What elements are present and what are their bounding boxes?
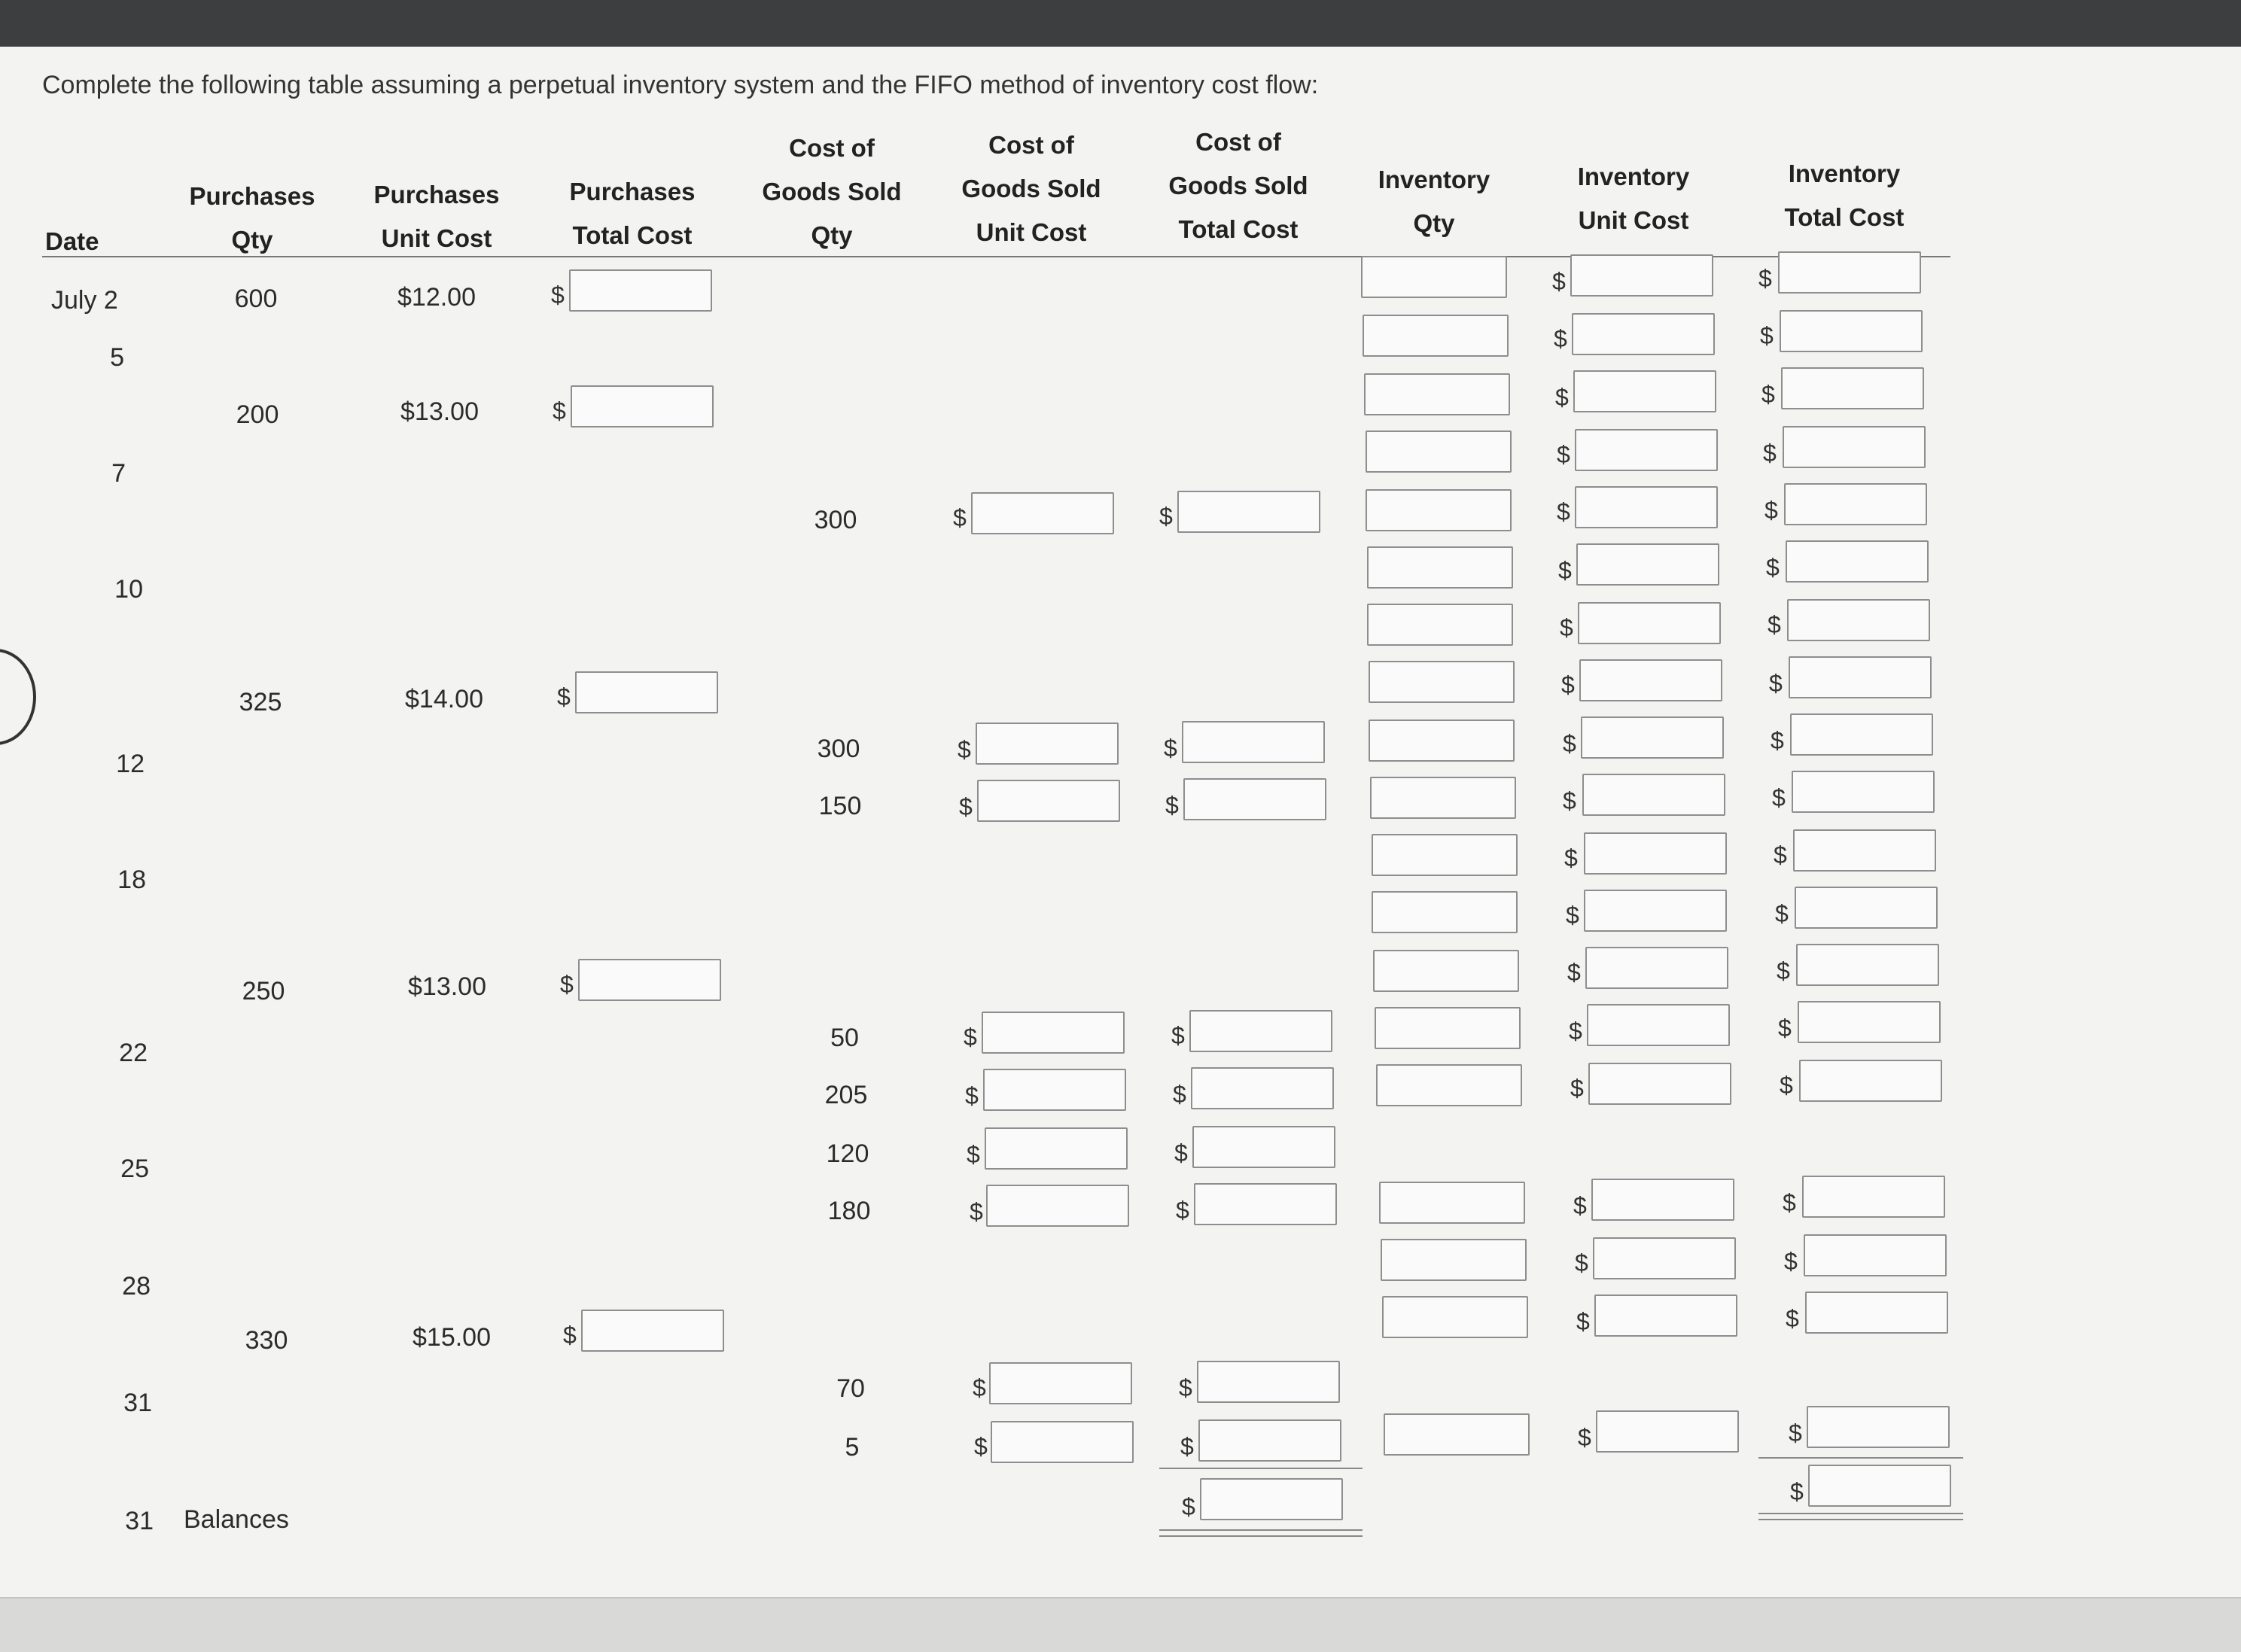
dollar-sign: $ — [563, 1322, 577, 1349]
cogs-total-cost-input[interactable] — [1192, 1126, 1335, 1168]
dollar-sign: $ — [1768, 611, 1781, 638]
purchase-unit-cost: $14.00 — [405, 685, 483, 713]
inventory-total-cost-input[interactable] — [1799, 1060, 1942, 1102]
bottom-strip — [0, 1597, 2241, 1652]
dollar-sign: $ — [1761, 381, 1775, 408]
date-label: July 2 — [51, 286, 118, 315]
dollar-sign: $ — [1558, 557, 1572, 584]
dollar-sign: $ — [1164, 735, 1177, 762]
dollar-sign: $ — [1174, 1139, 1188, 1167]
inventory-balance-total-input[interactable] — [1808, 1465, 1951, 1507]
inventory-total-cost-input[interactable] — [1807, 1406, 1950, 1448]
inventory-total-cost-input[interactable] — [1795, 887, 1938, 929]
header-inventory-qty: Inventory Qty — [1378, 166, 1490, 237]
inventory-total-cost-input[interactable] — [1804, 1234, 1947, 1276]
inventory-total-cost-input[interactable] — [1784, 483, 1927, 525]
inventory-qty-input[interactable] — [1361, 256, 1507, 298]
header-cogs-qty: Cost of Goods Sold Qty — [762, 134, 902, 249]
inventory-unit-cost-input[interactable] — [1570, 254, 1713, 297]
purchase-qty: 200 — [236, 400, 279, 429]
inventory-unit-cost-input[interactable] — [1591, 1179, 1734, 1221]
dollar-sign: $ — [1567, 959, 1581, 986]
purchase-total-cost-input[interactable] — [581, 1310, 724, 1352]
inventory-qty-input[interactable] — [1366, 430, 1512, 473]
inventory-unit-cost-input[interactable] — [1575, 429, 1718, 471]
dollar-sign: $ — [1772, 784, 1786, 811]
dollar-sign: $ — [1790, 1478, 1804, 1505]
dollar-sign: $ — [1783, 1189, 1796, 1216]
cogs-total-cost-input[interactable] — [1189, 1010, 1332, 1052]
purchase-total-cost-input[interactable] — [575, 671, 718, 713]
inventory-total-cost-input[interactable] — [1798, 1001, 1941, 1043]
dollar-sign: $ — [1179, 1374, 1192, 1401]
dollar-sign: $ — [1764, 497, 1778, 524]
inventory-qty-input[interactable] — [1369, 661, 1515, 703]
dollar-sign: $ — [1763, 440, 1777, 467]
dollar-sign: $ — [551, 281, 565, 309]
dollar-sign: $ — [1180, 1433, 1194, 1460]
inventory-unit-cost-input[interactable] — [1584, 832, 1727, 875]
dollar-sign: $ — [967, 1141, 980, 1168]
cogs-unit-cost-input[interactable] — [991, 1421, 1134, 1463]
inventory-total-cost-input[interactable] — [1792, 771, 1935, 813]
balances-label: Balances — [184, 1505, 289, 1534]
inventory-total-cost-input[interactable] — [1789, 656, 1932, 698]
cogs-unit-cost-input[interactable] — [971, 492, 1114, 534]
inventory-unit-cost-input[interactable] — [1576, 543, 1719, 586]
cogs-unit-cost-input[interactable] — [982, 1012, 1125, 1054]
inventory-qty-input[interactable] — [1384, 1413, 1530, 1456]
cogs-unit-cost-input[interactable] — [986, 1185, 1129, 1227]
cogs-qty: 120 — [826, 1139, 869, 1168]
inventory-unit-cost-input[interactable] — [1596, 1410, 1739, 1453]
dollar-sign: $ — [553, 397, 566, 424]
dollar-sign: $ — [1566, 902, 1579, 929]
dollar-sign: $ — [958, 736, 971, 763]
cogs-double-rule — [1159, 1529, 1363, 1531]
inventory-qty-input[interactable] — [1367, 604, 1513, 646]
header-purchases-unit-cost: Purchases Unit Cost — [373, 181, 500, 252]
inventory-total-cost-input[interactable] — [1783, 426, 1926, 468]
cogs-unit-cost-input[interactable] — [983, 1069, 1126, 1111]
cogs-subtotal-rule — [1159, 1468, 1363, 1469]
dollar-sign: $ — [1552, 268, 1566, 295]
purchase-unit-cost: $15.00 — [413, 1323, 491, 1352]
inventory-total-cost-input[interactable] — [1802, 1176, 1945, 1218]
header-cogs-total-cost: Cost of Goods Sold Total Cost — [1168, 128, 1308, 243]
inventory-unit-cost-input[interactable] — [1578, 602, 1721, 644]
cogs-qty: 205 — [824, 1081, 868, 1109]
inventory-unit-cost-input[interactable] — [1575, 486, 1718, 528]
inventory-unit-cost-input[interactable] — [1584, 890, 1727, 932]
dollar-sign: $ — [1176, 1197, 1189, 1224]
dollar-sign: $ — [1777, 957, 1790, 984]
inventory-qty-input[interactable] — [1363, 315, 1509, 357]
header-cogs-unit-cost: Cost of Goods Sold Unit Cost — [961, 131, 1101, 246]
cogs-qty: 300 — [814, 506, 857, 534]
inventory-qty-input[interactable] — [1366, 489, 1512, 531]
cogs-total-cost-input[interactable] — [1182, 721, 1325, 763]
dollar-sign: $ — [1159, 503, 1173, 530]
dollar-sign: $ — [953, 504, 967, 531]
dollar-sign: $ — [965, 1082, 979, 1109]
inventory-qty-input[interactable] — [1372, 834, 1518, 876]
dollar-sign: $ — [557, 683, 571, 710]
date-label: 31 — [123, 1389, 152, 1417]
dollar-sign: $ — [1575, 1249, 1588, 1276]
header-purchases-qty: Purchases Qty — [189, 182, 315, 254]
dollar-sign: $ — [959, 793, 973, 820]
inventory-unit-cost-input[interactable] — [1582, 774, 1725, 816]
inventory-unit-cost-input[interactable] — [1588, 1063, 1731, 1105]
cogs-unit-cost-input[interactable] — [985, 1127, 1128, 1170]
dollar-sign: $ — [1784, 1248, 1798, 1275]
dollar-sign: $ — [970, 1198, 983, 1225]
dollar-sign: $ — [1573, 1192, 1587, 1219]
inventory-total-cost-input[interactable] — [1786, 540, 1929, 583]
dollar-sign: $ — [973, 1374, 986, 1401]
dollar-sign: $ — [1555, 384, 1569, 411]
date-label: 10 — [114, 575, 143, 604]
header-inventory-total-cost: Inventory Total Cost — [1784, 160, 1905, 231]
dollar-sign: $ — [1560, 614, 1573, 641]
dollar-sign: $ — [1760, 322, 1774, 349]
purchase-total-cost-input[interactable] — [578, 959, 721, 1001]
dollar-sign: $ — [1182, 1493, 1195, 1520]
cogs-qty: 150 — [818, 792, 862, 820]
cogs-qty: 5 — [845, 1433, 860, 1462]
cogs-total-cost-input[interactable] — [1197, 1361, 1340, 1403]
dollar-sign: $ — [1570, 1075, 1584, 1102]
purchase-unit-cost: $13.00 — [408, 972, 486, 1001]
dollar-sign: $ — [1564, 844, 1578, 872]
inventory-unit-cost-input[interactable] — [1572, 313, 1715, 355]
date-label: 25 — [120, 1155, 149, 1183]
inventory-unit-cost-input[interactable] — [1579, 659, 1722, 701]
date-label: 7 — [111, 459, 126, 488]
inventory-unit-cost-input[interactable] — [1585, 947, 1728, 989]
dollar-sign: $ — [1786, 1305, 1799, 1332]
purchase-qty: 250 — [242, 977, 285, 1005]
cogs-balance-total-input[interactable] — [1200, 1478, 1343, 1520]
purchase-unit-cost: $13.00 — [400, 397, 479, 426]
inventory-qty-input[interactable] — [1367, 546, 1513, 589]
dollar-sign: $ — [1561, 671, 1575, 698]
inventory-qty-input[interactable] — [1379, 1182, 1525, 1224]
cogs-qty: 70 — [836, 1374, 865, 1403]
cogs-unit-cost-input[interactable] — [977, 780, 1120, 822]
cogs-qty: 300 — [817, 735, 860, 763]
inventory-qty-input[interactable] — [1376, 1064, 1522, 1106]
header-purchases-total-cost: Purchases Total Cost — [569, 178, 696, 249]
inventory-double-rule — [1758, 1519, 1963, 1520]
dollar-sign: $ — [1774, 841, 1787, 869]
inventory-qty-input[interactable] — [1372, 891, 1518, 933]
inventory-double-rule — [1758, 1513, 1963, 1514]
cogs-total-cost-input[interactable] — [1191, 1067, 1334, 1109]
cogs-unit-cost-input[interactable] — [989, 1362, 1132, 1404]
inventory-total-cost-input[interactable] — [1787, 599, 1930, 641]
inventory-unit-cost-input[interactable] — [1594, 1295, 1737, 1337]
cogs-qty: 180 — [827, 1197, 871, 1225]
dollar-sign: $ — [974, 1433, 988, 1460]
dollar-sign: $ — [1771, 727, 1784, 754]
inventory-qty-input[interactable] — [1369, 720, 1515, 762]
dollar-sign: $ — [1557, 498, 1570, 525]
purchase-qty: 330 — [245, 1326, 288, 1355]
inventory-unit-cost-input[interactable] — [1573, 370, 1716, 412]
inventory-unit-cost-input[interactable] — [1587, 1004, 1730, 1046]
instruction-text: Complete the following table assuming a perpetual inventory system and the FIFO method of inventory cost flow: — [42, 71, 1319, 99]
dollar-sign: $ — [1557, 441, 1570, 468]
inventory-qty-input[interactable] — [1382, 1296, 1528, 1338]
purchase-qty: 600 — [234, 284, 278, 313]
dollar-sign: $ — [1780, 1072, 1793, 1099]
inventory-total-cost-input[interactable] — [1805, 1291, 1948, 1334]
dollar-sign: $ — [1569, 1018, 1582, 1045]
dollar-sign: $ — [1563, 787, 1576, 814]
header-inventory-unit-cost: Inventory Unit Cost — [1577, 163, 1690, 234]
header-date: Date — [45, 227, 99, 255]
dollar-sign: $ — [560, 971, 574, 998]
dollar-sign: $ — [1778, 1015, 1792, 1042]
cogs-total-cost-input[interactable] — [1183, 778, 1326, 820]
inventory-total-cost-input[interactable] — [1778, 251, 1921, 294]
date-label: 12 — [116, 750, 145, 778]
inventory-qty-input[interactable] — [1375, 1007, 1521, 1049]
cogs-double-rule — [1159, 1535, 1363, 1537]
inventory-total-cost-input[interactable] — [1790, 713, 1933, 756]
date-label: 22 — [119, 1039, 148, 1067]
top-bar — [0, 0, 2241, 47]
dollar-sign: $ — [1766, 554, 1780, 581]
dollar-sign: $ — [1789, 1419, 1802, 1447]
purchase-qty: 325 — [239, 688, 282, 716]
dollar-sign: $ — [1171, 1022, 1185, 1049]
dollar-sign: $ — [1554, 325, 1567, 352]
inventory-unit-cost-input[interactable] — [1593, 1237, 1736, 1279]
date-label: 5 — [110, 343, 124, 372]
dollar-sign: $ — [1769, 670, 1783, 697]
date-label: 28 — [122, 1272, 151, 1301]
dollar-sign: $ — [1563, 730, 1576, 757]
inventory-total-cost-input[interactable] — [1781, 367, 1924, 409]
dollar-sign: $ — [1775, 900, 1789, 927]
cogs-total-cost-input[interactable] — [1177, 491, 1320, 533]
inventory-qty-input[interactable] — [1370, 777, 1516, 819]
cogs-unit-cost-input[interactable] — [976, 723, 1119, 765]
inventory-total-cost-input[interactable] — [1780, 310, 1923, 352]
dollar-sign: $ — [1165, 792, 1179, 819]
inventory-subtotal-rule — [1758, 1457, 1963, 1459]
inventory-total-cost-input[interactable] — [1793, 829, 1936, 872]
dollar-sign: $ — [1578, 1424, 1591, 1451]
dollar-sign: $ — [1576, 1308, 1590, 1335]
purchase-unit-cost: $12.00 — [397, 283, 476, 312]
cogs-total-cost-input[interactable] — [1194, 1183, 1337, 1225]
inventory-total-cost-input[interactable] — [1796, 944, 1939, 986]
inventory-qty-input[interactable] — [1381, 1239, 1527, 1281]
inventory-qty-input[interactable] — [1364, 373, 1510, 415]
inventory-unit-cost-input[interactable] — [1581, 716, 1724, 759]
purchase-total-cost-input[interactable] — [569, 269, 712, 312]
cogs-total-cost-input[interactable] — [1198, 1419, 1341, 1462]
date-label: 31 — [125, 1507, 154, 1535]
dollar-sign: $ — [964, 1024, 977, 1051]
dollar-sign: $ — [1173, 1081, 1186, 1108]
dollar-sign: $ — [1758, 265, 1772, 292]
purchase-total-cost-input[interactable] — [571, 385, 714, 427]
date-label: 18 — [117, 866, 146, 894]
cogs-qty: 50 — [830, 1024, 859, 1052]
inventory-qty-input[interactable] — [1373, 950, 1519, 992]
